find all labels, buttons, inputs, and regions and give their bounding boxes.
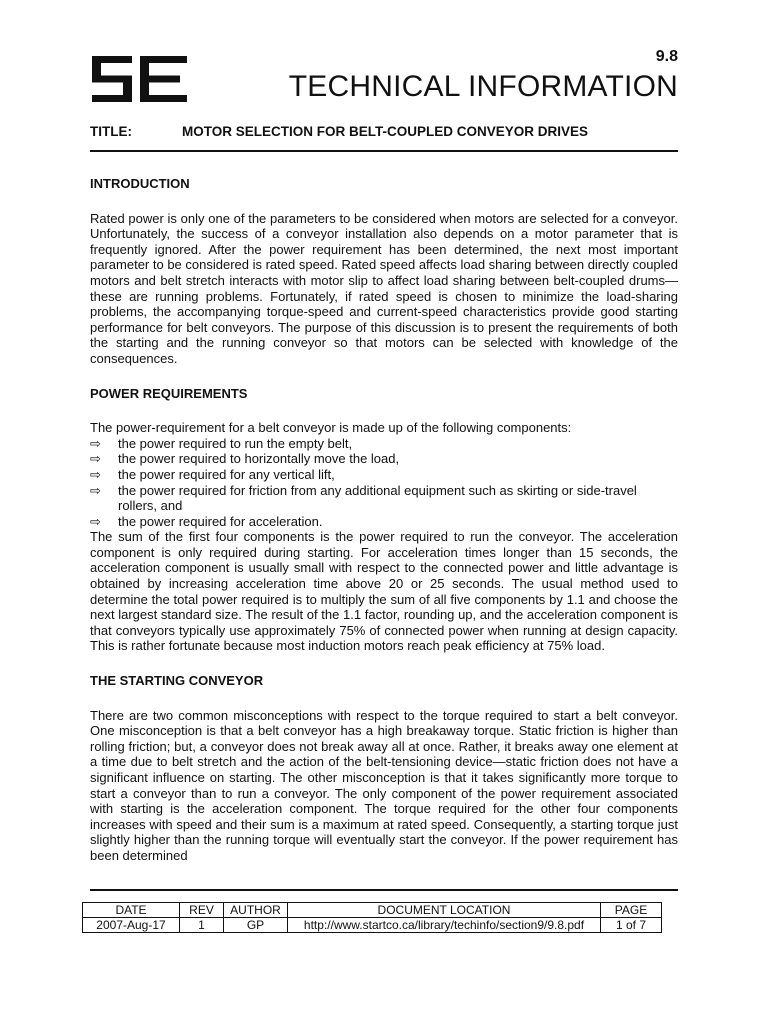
author-value: GP bbox=[224, 918, 288, 933]
starting-paragraph: There are two common misconceptions with respect to the torque required to start a belt conveyor. One misconception is that a belt conveyor has a high breakaway torque. Static friction is higher than rolling friction; but, a conveyor does not break away all at once. Rather, it breaks away one element at a time due to belt stretch and the action of the belt-tensioning device—static friction does not have a significant influence on starting. The other misconception is that it takes significantly more torque to start a conveyor than to run a conveyor. The only component of the power requirement associated with starting is the acceleration component. The torque required for the other four components increases with speed and their sum is a maximum at rated speed. Consequently, a starting torque just slightly higher than the running torque will eventually start the conveyor. If the power requirement has been determined bbox=[90, 707, 678, 863]
document-title-row bbox=[90, 124, 588, 139]
footer-divider bbox=[90, 889, 678, 891]
list-item-text: the power required to run the empty belt, bbox=[118, 435, 353, 451]
page-heading: TECHNICAL INFORMATION bbox=[288, 70, 678, 103]
document-info-table bbox=[82, 902, 662, 933]
list-item-text: the power required for any vertical lift, bbox=[118, 466, 335, 482]
arrow-bullet-icon: ⇨ bbox=[90, 451, 101, 467]
power-components-list bbox=[90, 436, 678, 530]
list-item-text: the power required for acceleration. bbox=[118, 513, 323, 529]
location-header: DOCUMENT LOCATION bbox=[288, 903, 601, 918]
list-item bbox=[90, 514, 678, 530]
date-header: DATE bbox=[83, 903, 180, 918]
list-item bbox=[90, 467, 678, 483]
document-body bbox=[90, 176, 678, 864]
power-paragraph: The sum of the first four components is the power required to run the conveyor. The acceleration component is only required during starting. For acceleration times longer than 15 seconds, the acceleration component is usually small with respect to the connected power and little advantage is obtained by increasing acceleration time above 20 or 25 seconds. The usual method used to determine the total power required is to multiply the sum of all five components by 1.1 and choose the next largest standard size. The result of the 1.1 factor, rounding up, and the acceleration component is that conveyors typically use approximately 75% of connected power when running at design capacity. This is rather fortunate because most induction motors reach peak efficiency at 75% load. bbox=[90, 529, 678, 654]
list-item bbox=[90, 451, 678, 467]
document-title: MOTOR SELECTION FOR BELT-COUPLED CONVEYOR DRIVES bbox=[182, 124, 589, 139]
arrow-bullet-icon: ⇨ bbox=[90, 513, 101, 529]
document-location-link[interactable]: http://www.startco.ca/library/techinfo/section9/9.8.pdf bbox=[288, 918, 601, 933]
arrow-bullet-icon: ⇨ bbox=[90, 482, 101, 498]
list-item-text: the power required for friction from any additional equipment such as skirting or side-travel rollers, and bbox=[118, 482, 637, 514]
list-item bbox=[90, 436, 678, 452]
date-value: 2007-Aug-17 bbox=[83, 918, 180, 933]
arrow-bullet-icon: ⇨ bbox=[90, 435, 101, 451]
section-title-starting-conveyor: THE STARTING CONVEYOR bbox=[90, 673, 264, 689]
page-header: PAGE bbox=[601, 903, 662, 918]
table-header-row bbox=[83, 903, 662, 918]
list-item bbox=[90, 483, 678, 514]
rev-header: REV bbox=[180, 903, 224, 918]
rev-value: 1 bbox=[180, 918, 224, 933]
page-value: 1 of 7 bbox=[601, 918, 662, 933]
section-title-power-requirements: POWER REQUIREMENTS bbox=[90, 385, 248, 401]
document-number: 9.8 bbox=[655, 48, 678, 65]
list-item-text: the power required to horizontally move the load, bbox=[118, 451, 400, 467]
company-logo bbox=[92, 56, 188, 102]
header-divider bbox=[90, 150, 678, 152]
table-row bbox=[83, 918, 662, 933]
arrow-bullet-icon: ⇨ bbox=[90, 466, 101, 482]
section-title-introduction: INTRODUCTION bbox=[90, 176, 190, 191]
title-label: TITLE: bbox=[90, 124, 132, 139]
author-header: AUTHOR bbox=[224, 903, 288, 918]
power-lead-paragraph: The power-requirement for a belt conveyor is made up of the following components: bbox=[90, 420, 572, 436]
introduction-paragraph: Rated power is only one of the parameters to be considered when motors are selected for a conveyor. Unfortunately, the success of a conveyor installation also depends on a motor parameter that is frequently ignored. After the power requirement has been determined, the next most important parameter to be considered is rated speed. Rated speed affects load sharing between directly coupled motors and belt stretch interacts with motor slip to affect load sharing between belt-coupled drums—these are running problems. Fortunately, if rated speed is chosen to minimize the load-sharing problems, the accompanying torque-speed and current-speed characteristics provide good starting performance for belt conveyors. The purpose of this discussion is to present the requirements of both the starting and the running conveyor so that motors can be selected with knowledge of the consequences. bbox=[90, 210, 679, 366]
